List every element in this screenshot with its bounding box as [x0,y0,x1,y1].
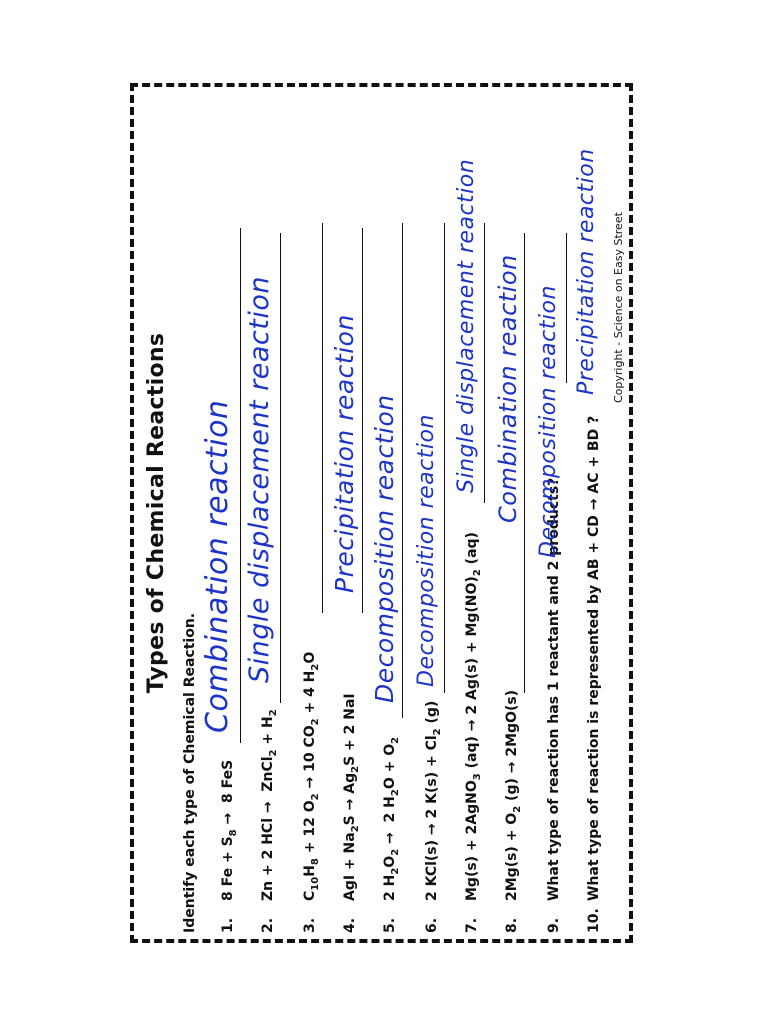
worksheet [130,83,633,943]
question-number: 9. [546,917,562,933]
question-row [370,83,418,943]
handwritten-answer: Precipitation reaction [574,148,599,395]
handwritten-answer: Single displacement reaction [244,276,275,683]
question-text: Zn + 2 HCl → ZnCl$_2$ + $H_2$ [260,709,279,901]
question-text: AgI + $Na_2S \to Ag_2S + 2$ NaI [342,693,361,901]
question-number: 1. [220,917,236,933]
question-text: Mg(s) + 2AgNO$_3$ (aq) → 2 $Ag(s) + Mg(NO)_2$ (aq) [464,532,483,901]
answer-line [402,223,403,718]
handwritten-answer: Decomposition reaction [414,414,439,687]
answer-line [524,233,525,693]
answer-line [484,223,485,503]
handwritten-answer: Decomposition reaction [370,394,399,703]
question-text: What type of reaction is represented by AB + CD → AC + BD ? [586,415,602,901]
worksheet-title: Types of Chemical Reactions [144,332,169,694]
question-number: 7. [464,917,480,933]
question-number: 10. [586,908,602,933]
handwritten-answer: Combination reaction [200,399,235,733]
question-number: 4. [342,917,358,933]
handwritten-answer: Decomposition reaction [536,285,561,558]
question-number: 8. [504,917,520,933]
question-text: 2 $H_2O_2 \to 2$ $H_2O + O_2$ [382,736,401,901]
question-number: 5. [382,917,398,933]
answer-line [322,223,323,613]
answer-line [280,233,281,703]
answer-line [240,228,241,743]
answer-line [444,223,445,693]
answer-line [566,233,567,383]
question-text: 8 $Fe + S_8 \to 8$ FeS [220,759,239,901]
copyright: Copyright - Science on Easy Street [612,212,625,403]
handwritten-answer: Single displacement reaction [454,158,479,493]
question-text: $C_{10}H_8 + 12$ $O_2 \to 10$ $CO_2 + 4$ $H_2O$ [302,651,321,901]
handwritten-answer: Precipitation reaction [330,314,359,593]
question-text: $2Mg(s) + O_2$ (g) → 2MgO(s) [504,689,523,901]
question-text: 2 KCl(s) → 2 $K(s) + Cl_2$ (g) [424,700,443,901]
question-number: 3. [302,917,318,933]
question-number: 6. [424,917,440,933]
answer-line [362,228,363,613]
handwritten-answer: Combination reaction [494,254,522,523]
question-row [244,83,296,943]
question-text: What type of reaction has 1 reactant and 2 products? [546,477,562,901]
question-row [494,83,540,943]
question-number: 2. [260,917,276,933]
instructions: Identify each type of Chemical Reaction. [182,612,198,933]
